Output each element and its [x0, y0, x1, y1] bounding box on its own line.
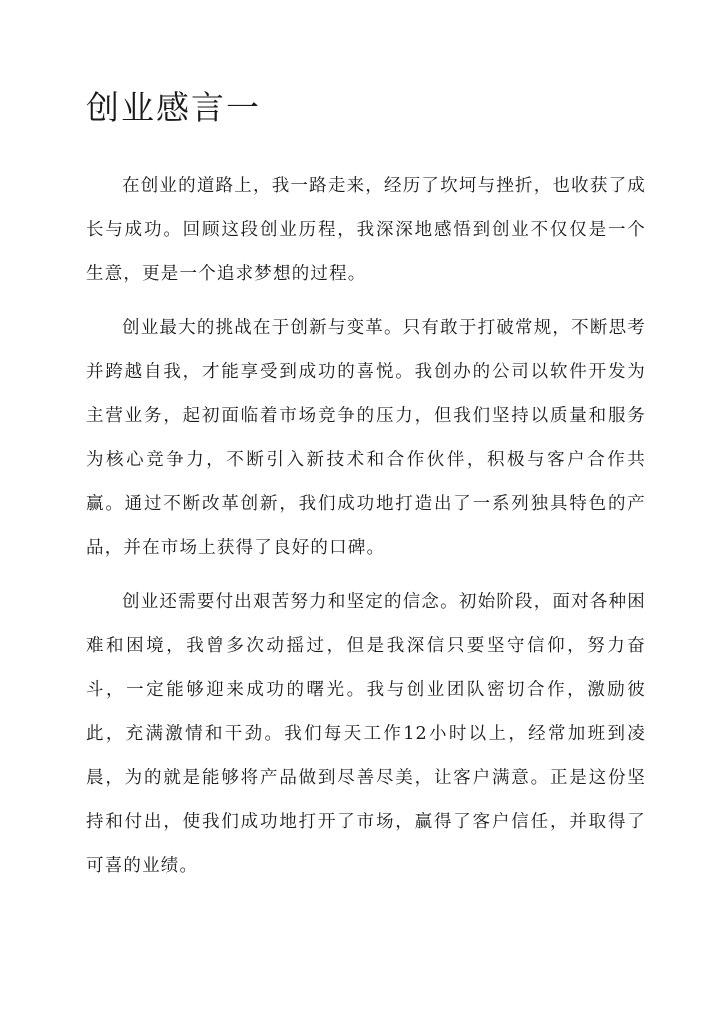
paragraph-3: 创业还需要付出艰苦努力和坚定的信念。初始阶段，面对各种困难和困境，我曾多次动摇过，但是我深信只要坚守信仰，努力奋斗，一定能够迎来成功的曙光。我与创业团队密切合作，激励彼此，充满激情和干劲。我们每天工作12小时以上，经常加班到凌晨，为的就是能够将产品做到尽善尽美，让客户满意。正是这份坚持和付出，使我们成功地打开了市场，赢得了客户信任，并取得了可喜的业绩。 — [86, 592, 646, 876]
paragraph-1: 在创业的道路上，我一路走来，经历了坎坷与挫折，也收获了成长与成功。回顾这段创业历程，我深深地感悟到创业不仅仅是一个生意，更是一个追求梦想的过程。 — [86, 176, 646, 284]
paragraph-2: 创业最大的挑战在于创新与变革。只有敢于打破常规，不断思考并跨越自我，才能享受到成功的喜悦。我创办的公司以软件开发为主营业务，起初面临着市场竞争的压力，但我们坚持以质量和服务为核心竞争力，不断引入新技术和合作伙伴，积极与客户合作共赢。通过不断改革创新，我们成功地打造出了一系列独具特色的产品，并在市场上获得了良好的口碑。 — [86, 318, 646, 558]
document-title: 创业感言一 — [86, 88, 261, 127]
